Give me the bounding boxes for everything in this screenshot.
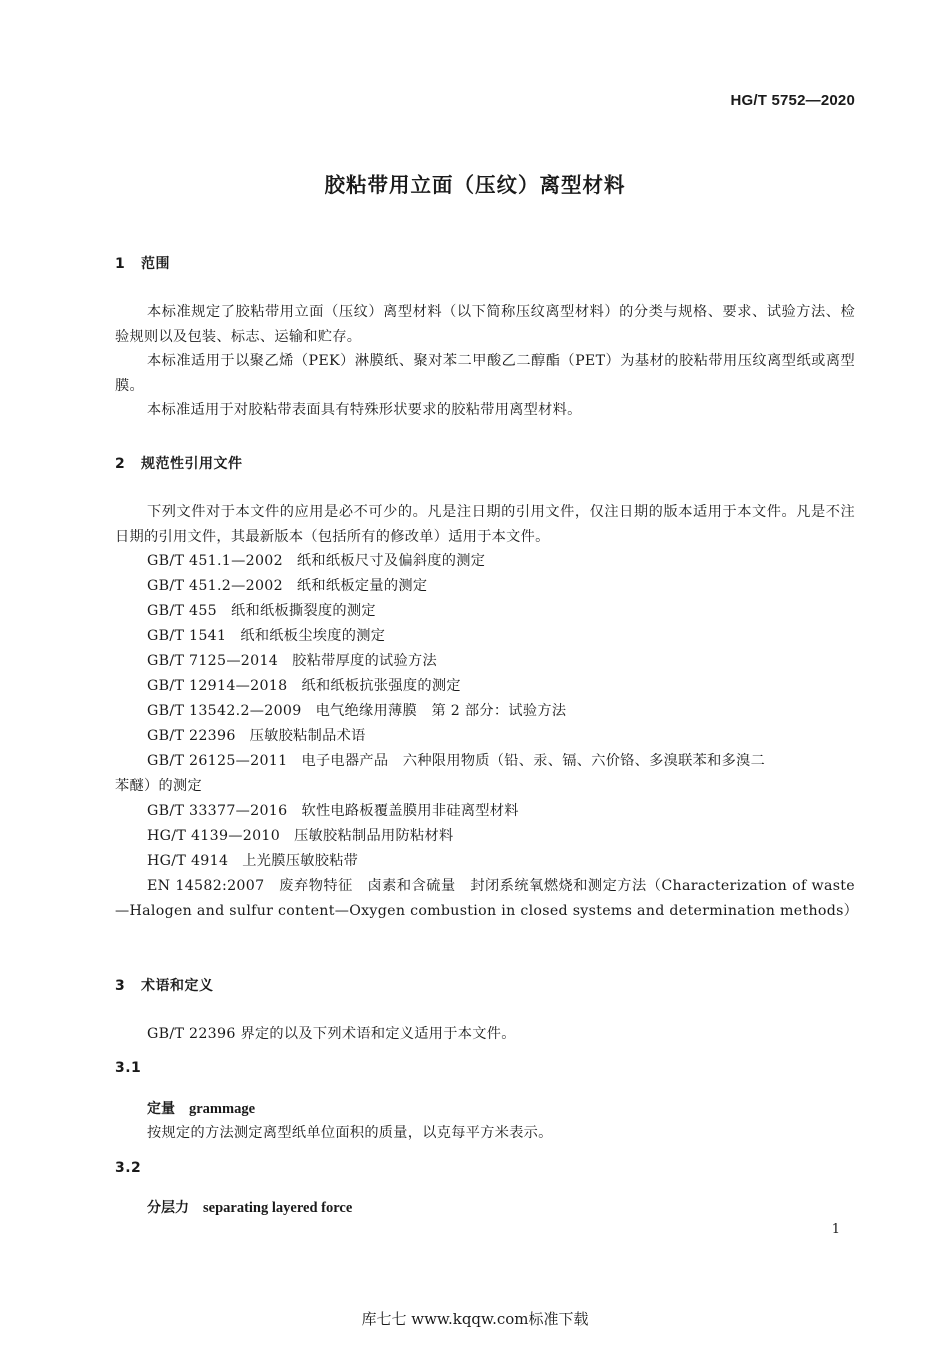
terms-intro: GB/T 22396 界定的以及下列术语和定义适用于本文件。	[147, 1026, 516, 1042]
reference-item	[147, 675, 461, 695]
section-2-heading	[115, 453, 243, 473]
term-3-1-definition: 按规定的方法测定离型纸单位面积的质量，以克每平方米表示。	[147, 1125, 553, 1141]
term-3-1	[147, 1098, 255, 1118]
term-3-1-number: 3.1	[115, 1060, 142, 1076]
reference-title: 软性电路板覆盖膜用非硅离型材料	[301, 803, 519, 819]
section-number: 3	[115, 978, 126, 994]
section-1-heading	[115, 253, 170, 273]
document-title: 胶粘带用立面（压纹）离型材料	[324, 173, 626, 197]
reference-item	[147, 825, 453, 845]
term-zh: 定量	[147, 1101, 175, 1117]
reference-code: GB/T 451.2—2002	[147, 578, 283, 594]
reference-code: GB/T 22396	[147, 728, 236, 744]
reference-item-en: EN 14582:2007 废弃物特征 卤素和含硫量 封闭系统氧燃烧和测定方法（Characterization of waste—Halogen and sulfur content—Oxygen combustion in closed systems and determination methods）	[115, 878, 859, 919]
section-title: 范围	[141, 256, 170, 272]
reference-item	[147, 850, 358, 870]
scope-paragraph-3: 本标准适用于对胶粘带表面具有特殊形状要求的胶粘带用离型材料。	[147, 402, 582, 418]
reference-item	[147, 750, 765, 770]
reference-title-continuation: 苯醚）的测定	[115, 778, 202, 794]
reference-title: 电气绝缘用薄膜 第 2 部分：试验方法	[315, 703, 567, 719]
references-intro: 下列文件对于本文件的应用是必不可少的。凡是注日期的引用文件，仅注日期的版本适用于本文件。凡是不注日期的引用文件，其最新版本（包括所有的修改单）适用于本文件。	[115, 504, 855, 545]
scope-paragraph-1: 本标准规定了胶粘带用立面（压纹）离型材料（以下简称压纹离型材料）的分类与规格、要求、试验方法、检验规则以及包装、标志、运输和贮存。	[115, 304, 855, 345]
reference-title: 纸和纸板尘埃度的测定	[240, 628, 386, 644]
reference-title: 压敏胶粘制品用防粘材料	[294, 828, 454, 844]
reference-title: 上光膜压敏胶粘带	[242, 853, 359, 869]
term-en: grammage	[189, 1101, 256, 1117]
reference-title: 电子电器产品 六种限用物质（铅、汞、镉、六价铬、多溴联苯和多溴二	[301, 753, 766, 769]
scope-paragraph-2: 本标准适用于以聚乙烯（PEK）淋膜纸、聚对苯二甲酸乙二醇酯（PET）为基材的胶粘带用压纹离型纸或离型膜。	[115, 353, 855, 394]
section-title: 术语和定义	[141, 978, 214, 994]
term-3-2-number: 3.2	[115, 1160, 142, 1176]
reference-item	[147, 600, 376, 620]
reference-title: 压敏胶粘制品术语	[249, 728, 366, 744]
section-title: 规范性引用文件	[141, 456, 243, 472]
reference-code: GB/T 26125—2011	[147, 753, 288, 769]
footer-watermark-text: 库七七 www.kqqw.com标准下载	[361, 1310, 589, 1328]
reference-item	[147, 700, 566, 720]
reference-item	[147, 650, 437, 670]
reference-item	[147, 725, 366, 745]
term-3-2	[147, 1197, 352, 1217]
reference-item	[147, 625, 385, 645]
reference-code: HG/T 4914	[147, 853, 229, 869]
reference-code: HG/T 4139—2010	[147, 828, 281, 844]
reference-item	[147, 550, 485, 570]
reference-title: 纸和纸板尺寸及偏斜度的测定	[296, 553, 486, 569]
reference-title: 纸和纸板抗张强度的测定	[301, 678, 461, 694]
reference-title: 纸和纸板定量的测定	[296, 578, 428, 594]
page-number: 1	[831, 1222, 840, 1237]
term-en: separating layered force	[203, 1200, 353, 1216]
reference-code: GB/T 455	[147, 603, 217, 619]
reference-code: GB/T 451.1—2002	[147, 553, 283, 569]
reference-title: 纸和纸板撕裂度的测定	[231, 603, 376, 619]
reference-item	[147, 800, 519, 820]
reference-code: GB/T 13542.2—2009	[147, 703, 302, 719]
section-3-heading	[115, 975, 214, 995]
reference-code: GB/T 1541	[147, 628, 227, 644]
section-number: 1	[115, 256, 126, 272]
reference-code: GB/T 12914—2018	[147, 678, 288, 694]
reference-code: GB/T 33377—2016	[147, 803, 288, 819]
section-number: 2	[115, 456, 126, 472]
term-zh: 分层力	[147, 1200, 189, 1216]
reference-item	[147, 575, 427, 595]
reference-code: GB/T 7125—2014	[147, 653, 279, 669]
reference-title: 胶粘带厚度的试验方法	[292, 653, 438, 669]
standard-code: HG/T 5752—2020	[730, 92, 855, 109]
